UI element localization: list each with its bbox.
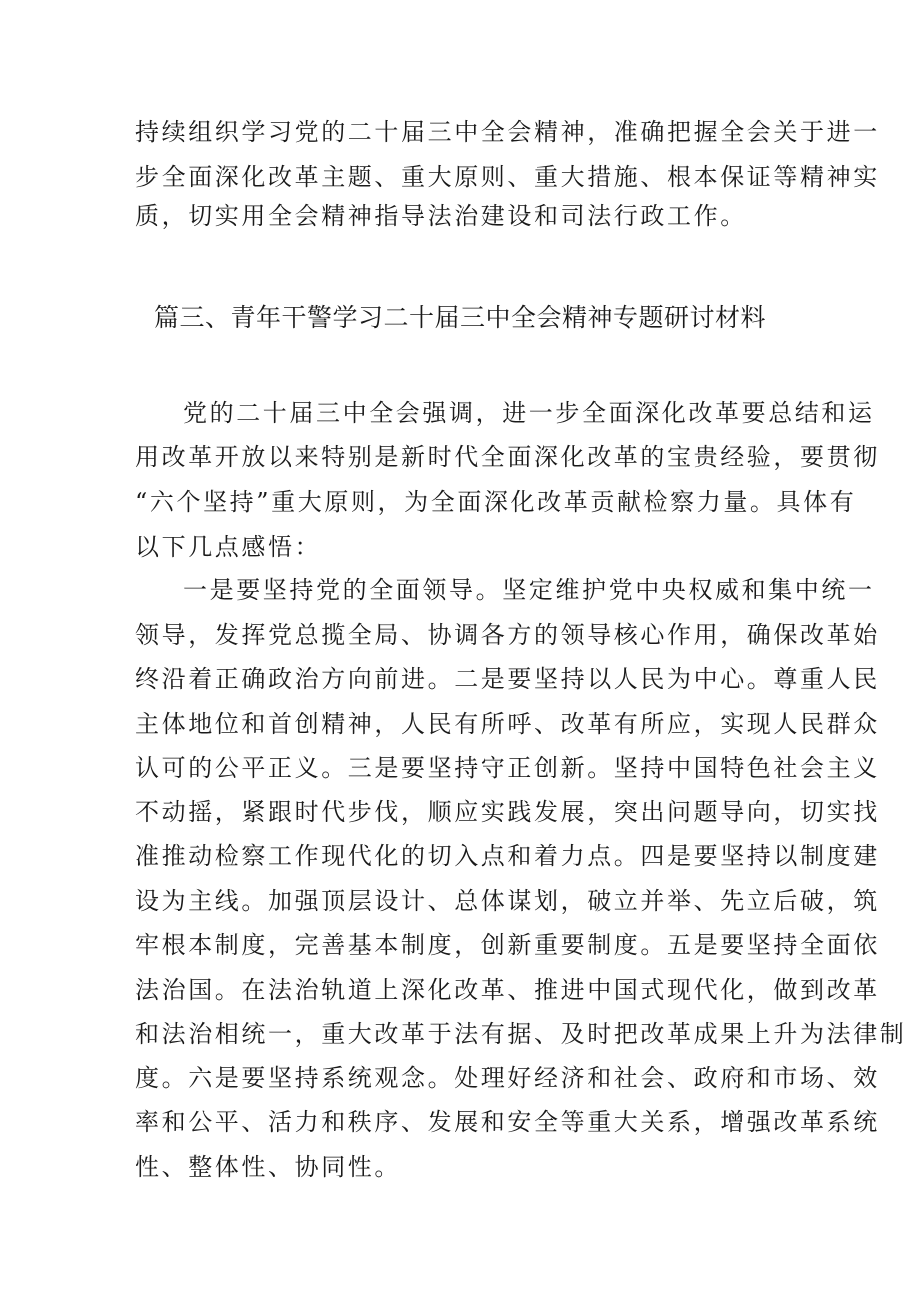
section-heading: 篇三、青年干警学习二十届三中全会精神专题研讨材料 xyxy=(153,303,766,332)
paragraph-2-line-5: 认可的公平正义。三是要坚持守正创新。坚持中国特色社会主义 xyxy=(135,754,880,782)
paragraph-2-line-9: 牢根本制度，完善基本制度，创新重要制度。五是要坚持全面依 xyxy=(135,931,880,959)
paragraph-1-line-2: 用改革开放以来特别是新时代全面深化改革的宝贵经验，要贯彻 xyxy=(135,443,880,471)
paragraph-2-line-1: 一是要坚持党的全面领导。坚定维护党中央权威和集中统一 xyxy=(183,576,875,604)
paragraph-2-line-12: 度。六是要坚持系统观念。处理好经济和社会、政府和市场、效 xyxy=(135,1064,880,1092)
paragraph-2-line-4: 主体地位和首创精神，人民有所呼、改革有所应，实现人民群众 xyxy=(135,710,880,738)
paragraph-2-line-6: 不动摇，紧跟时代步伐，顺应实践发展，突出问题导向，切实找 xyxy=(135,798,880,826)
paragraph-1-line-3: “六个坚持”重大原则，为全面深化改革贡献检察力量。具体有 xyxy=(135,488,857,516)
paragraph-2-line-7: 准推动检察工作现代化的切入点和着力点。四是要坚持以制度建 xyxy=(135,842,880,870)
paragraph-2-line-13: 率和公平、活力和秩序、发展和安全等重大关系，增强改革系统 xyxy=(135,1108,880,1136)
paragraph-2-line-11: 和法治相统一，重大改革于法有据、及时把改革成果上升为法律制 xyxy=(135,1020,907,1048)
intro-line-1: 持续组织学习党的二十届三中全会精神，准确把握全会关于进一 xyxy=(135,118,880,146)
paragraph-2-line-8: 设为主线。加强顶层设计、总体谋划，破立并举、先立后破，筑 xyxy=(135,887,880,915)
paragraph-2-line-2: 领导，发挥党总揽全局、协调各方的领导核心作用，确保改革始 xyxy=(135,621,880,649)
intro-line-2: 步全面深化改革主题、重大原则、重大措施、根本保证等精神实 xyxy=(135,163,880,191)
paragraph-1-line-4: 以下几点感悟： xyxy=(135,533,322,561)
paragraph-1-line-1: 党的二十届三中全会强调，进一步全面深化改革要总结和运 xyxy=(183,399,875,427)
intro-line-3: 质，切实用全会精神指导法治建设和司法行政工作。 xyxy=(135,202,747,230)
paragraph-2-line-10: 法治国。在法治轨道上深化改革、推进中国式现代化，做到改革 xyxy=(135,976,880,1004)
paragraph-2-line-3: 终沿着正确政治方向前进。二是要坚持以人民为中心。尊重人民 xyxy=(135,665,880,693)
paragraph-2-line-14: 性、整体性、协同性。 xyxy=(135,1153,401,1181)
